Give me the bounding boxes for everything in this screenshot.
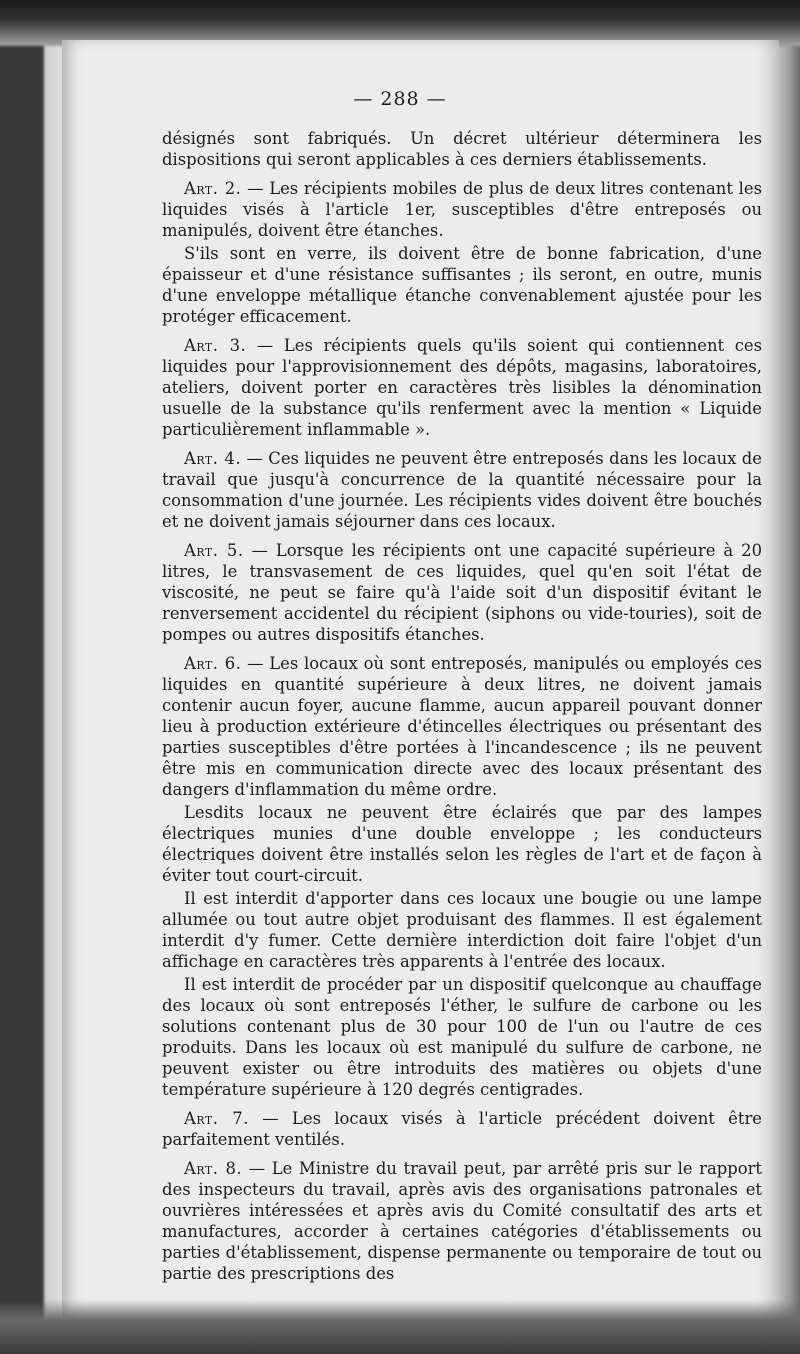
paragraph-text: Il est interdit d'apporter dans ces locaux une bougie ou une lampe allumée ou tout autre objet produisant des flammes. Il est également interdit d'y fumer. Cette dernière interdiction doit faire l'objet d'un affichage en caractères très apparents à l'entrée des locaux. <box>162 889 762 971</box>
paragraph-text: désignés sont fabriqués. Un décret ultérieur déterminera les dispositions qui seront applicables à ces derniers établissements. <box>162 129 762 169</box>
article-5 <box>162 540 762 645</box>
paragraph-continuation <box>162 128 762 170</box>
body-text <box>162 128 762 1284</box>
paragraph-text: — Lorsque les récipients ont une capacité supérieure à 20 litres, le transvasement de ces liquides, quel qu'en soit l'état de viscosité, ne peut se faire qu'à l'aide soit d'un dispositif évitant le renversement accidentel du récipient (siphons ou vide-touries), soit de pompes ou autres dispositifs étanches. <box>162 541 762 644</box>
paragraph-text: — Les locaux où sont entreposés, manipulés ou employés ces liquides en quantité supérieure à deux litres, ne doivent jamais contenir aucun foyer, aucune flamme, aucun appareil pouvant donner lieu à production extérieure d'étincelles électriques ou présentant des parties susceptibles d'être portées à l'incandescence ; ils ne peuvent être mis en communication directe avec des locaux présentant des dangers d'inflammation du même ordre. <box>162 654 762 799</box>
article-2 <box>162 178 762 241</box>
article-label: Art. 5. <box>184 541 244 560</box>
paragraph <box>162 888 762 972</box>
paragraph-text: — Les récipients mobiles de plus de deux litres contenant les liquides visés à l'article 1er, susceptibles d'être entreposés ou manipulés, doivent être étanches. <box>162 179 762 240</box>
paragraph-text: S'ils sont en verre, ils doivent être de bonne fabrication, d'une épaisseur et d'une résistance suffisantes ; ils seront, en outre, munis d'une enveloppe métallique étanche convenablement ajustée pour les protéger efficacement. <box>162 244 762 326</box>
article-3 <box>162 335 762 440</box>
paragraph-text: Il est interdit de procéder par un dispositif quelconque au chauffage des locaux où sont entreposés l'éther, le sulfure de carbone ou les solutions contenant plus de 30 pour 100 de l'un ou l'autre de ces produits. Dans les locaux où est manipulé du sulfure de carbone, ne peuvent exister ou être introduits des matières ou objets d'une température supérieure à 120 degrés centigrades. <box>162 975 762 1099</box>
article-6 <box>162 653 762 800</box>
paragraph-text: — Les récipients quels qu'ils soient qui contiennent ces liquides pour l'approvisionnement des dépôts, magasins, laboratoires, ateliers, doivent porter en caractères très lisibles la dénomination usuelle de la substance qu'ils renferment avec la mention « Liquide particulièrement inflammable ». <box>162 336 762 439</box>
article-label: Art. 4. <box>184 449 242 468</box>
article-label: Art. 8. <box>184 1159 243 1178</box>
paragraph-text: — Le Ministre du travail peut, par arrêté pris sur le rapport des inspecteurs du travail, après avis des organisations patronales et ouvrières intéressées et après avis du Comité consultatif des arts et manufactures, accorder à certaines catégories d'établissements ou parties d'établissement, dispense permanente ou temporaire de tout ou partie des prescriptions des <box>162 1159 762 1283</box>
paragraph-text: Lesdits locaux ne peuvent être éclairés que par des lampes électriques munies d'une double enveloppe ; les conducteurs électriques doivent être installés selon les règles de l'art et de façon à éviter tout court-circuit. <box>162 803 762 885</box>
paragraph <box>162 974 762 1100</box>
article-label: Art. 3. <box>184 336 247 355</box>
page-number: — 288 — <box>353 88 447 110</box>
paragraph-text: — Ces liquides ne peuvent être entreposés dans les locaux de travail que jusqu'à concurrence de la quantité nécessaire pour la consommation d'une journée. Les récipients vides doivent être bouchés et ne doivent jamais séjourner dans ces locaux. <box>162 449 763 531</box>
article-8 <box>162 1158 762 1284</box>
article-label: Art. 2. <box>184 179 242 198</box>
paragraph <box>162 243 762 327</box>
article-label: Art. 7. <box>184 1109 249 1128</box>
article-label: Art. 6. <box>184 654 242 673</box>
scan-bottom-shadow <box>0 1300 800 1354</box>
paragraph-text: — Les locaux visés à l'article précédent doivent être parfaitement ventilés. <box>162 1109 762 1149</box>
article-4 <box>162 448 762 532</box>
paragraph <box>162 802 762 886</box>
article-7 <box>162 1108 762 1150</box>
